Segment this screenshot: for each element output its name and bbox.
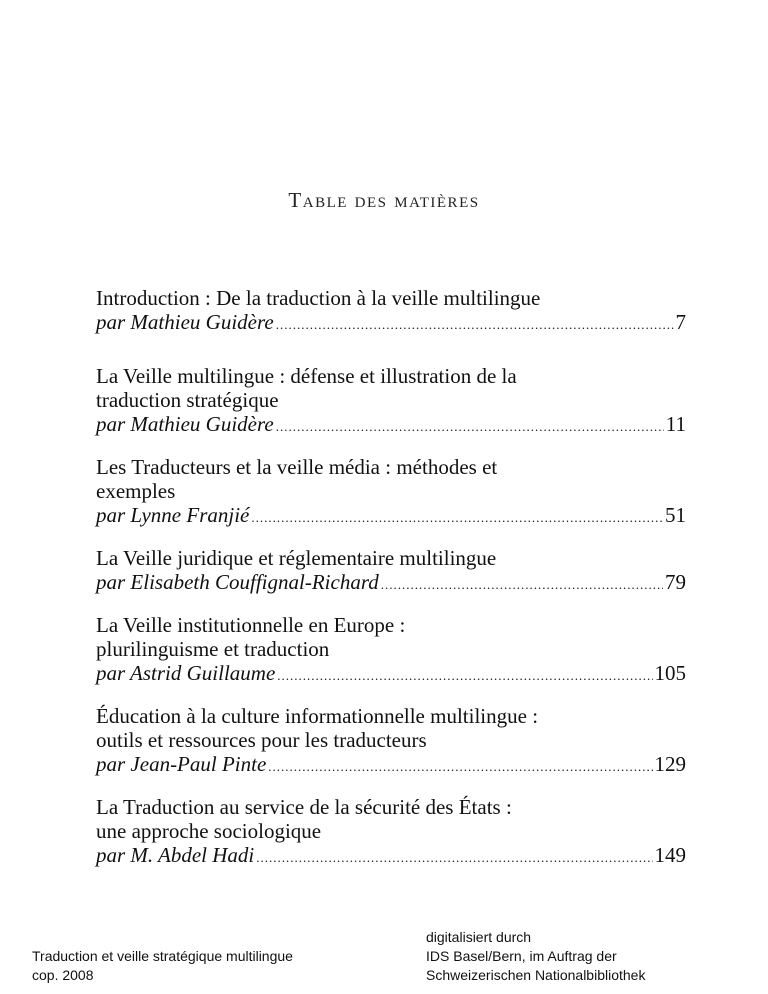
footer-line: cop. 2008: [32, 967, 94, 983]
entry-title-line: Éducation à la culture informationnelle multilingue :: [96, 704, 539, 728]
entry-title-line: outils et ressources pour les traducteurs: [96, 728, 427, 752]
page-number: 51: [665, 503, 686, 527]
toc-entry: [96, 795, 686, 870]
dot-leader: [381, 573, 663, 597]
footer-digitization-info: [426, 928, 645, 985]
footer-line: Traduction et veille stratégique multilingue: [32, 948, 293, 964]
dot-leader: [268, 755, 652, 779]
toc-entry: [96, 455, 686, 530]
author-line: [96, 570, 686, 597]
entry-title-line: La Traduction au service de la sécurité des États :: [96, 795, 512, 819]
page-number: 149: [654, 843, 686, 867]
entry-title-line: traduction stratégique: [96, 388, 279, 412]
footer-line: digitalisiert durch: [426, 929, 532, 945]
entry-author: par Astrid Guillaume: [96, 661, 276, 685]
entry-author: par Mathieu Guidère: [96, 310, 274, 334]
toc-entry: [96, 364, 686, 439]
entry-title-line: Les Traducteurs et la veille média : méthodes et: [96, 455, 498, 479]
entry-title-line: exemples: [96, 479, 176, 503]
entry-title-line: La Veille institutionnelle en Europe :: [96, 613, 406, 637]
entry-author: par Lynne Franjié: [96, 503, 250, 527]
dot-leader: [276, 313, 674, 337]
entry-title-line: une approche sociologique: [96, 819, 322, 843]
page-title: Table des matières: [288, 188, 480, 212]
entry-author: par M. Abdel Hadi: [96, 843, 255, 867]
dot-leader: [277, 664, 652, 688]
author-line: [96, 752, 686, 779]
entry-title-line: Introduction : De la traduction à la veille multilingue: [96, 286, 541, 310]
page-number: 105: [654, 661, 686, 685]
page-number: 129: [654, 752, 686, 776]
dot-leader: [251, 506, 663, 530]
author-line: [96, 503, 686, 530]
page-number: 7: [675, 310, 686, 334]
entry-author: par Jean-Paul Pinte: [96, 752, 267, 776]
footer-line: IDS Basel/Bern, im Auftrag der: [426, 948, 617, 964]
footer-catalog-info: [32, 947, 293, 985]
entry-title-line: plurilinguisme et traduction: [96, 637, 330, 661]
toc-entry: [96, 286, 686, 337]
toc-entry: [96, 704, 686, 779]
page-number: 79: [665, 570, 686, 594]
entry-title-line: La Veille multilingue : défense et illustration de la: [96, 364, 517, 388]
author-line: [96, 412, 686, 439]
toc-entry: [96, 546, 686, 597]
entry-author: par Elisabeth Couffignal-Richard: [96, 570, 379, 594]
dot-leader: [256, 846, 652, 870]
dot-leader: [276, 415, 664, 439]
toc-entry: [96, 613, 686, 688]
author-line: [96, 661, 686, 688]
page-number: 11: [665, 412, 686, 436]
author-line: [96, 310, 686, 337]
author-line: [96, 843, 686, 870]
table-of-contents: [96, 286, 686, 886]
footer-line: Schweizerischen Nationalbibliothek: [426, 967, 646, 983]
entry-author: par Mathieu Guidère: [96, 412, 274, 436]
entry-title-line: La Veille juridique et réglementaire multilingue: [96, 546, 497, 570]
